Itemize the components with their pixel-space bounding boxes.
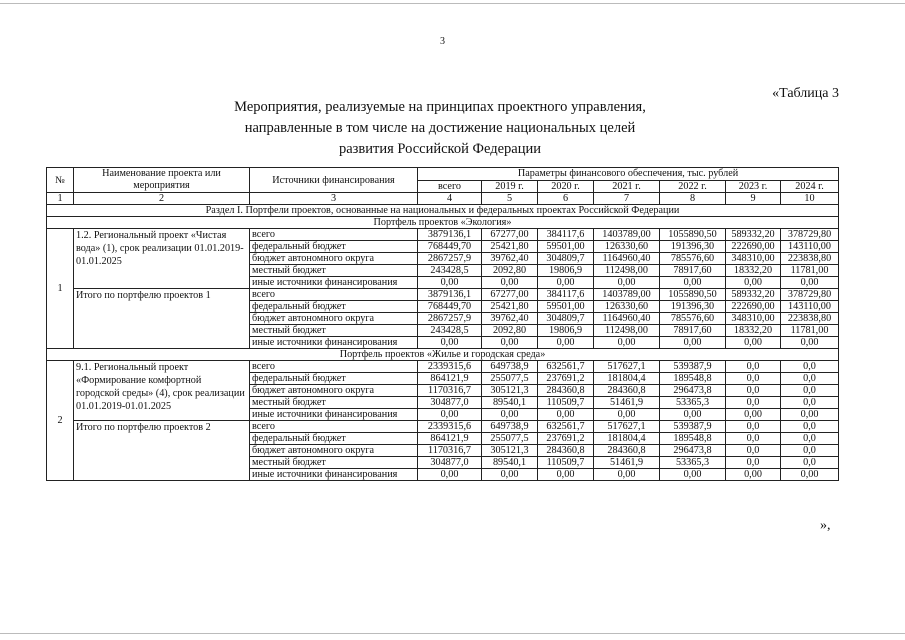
amount-cell: 768449,70 [418, 301, 482, 313]
amount-cell: 0,0 [781, 361, 839, 373]
amount-cell: 59501,00 [538, 301, 594, 313]
funding-source: бюджет автономного округа [250, 445, 418, 457]
amount-cell: 0,0 [726, 433, 781, 445]
amount-cell: 378729,80 [781, 229, 839, 241]
amount-cell: 255077,5 [482, 433, 538, 445]
section-row [47, 205, 839, 217]
row-index: 2 [47, 361, 74, 481]
funding-source: федеральный бюджет [250, 241, 418, 253]
amount-cell: 11781,00 [781, 325, 839, 337]
amount-cell: 0,00 [538, 469, 594, 481]
row-index: 1 [47, 229, 74, 349]
header-year: 2020 г. [538, 180, 594, 193]
column-number: 6 [538, 193, 594, 205]
amount-cell: 53365,3 [660, 397, 726, 409]
amount-cell: 305121,3 [482, 385, 538, 397]
amount-cell: 51461,9 [594, 457, 660, 469]
column-number: 2 [74, 193, 250, 205]
amount-cell: 2339315,6 [418, 421, 482, 433]
section-title: Раздел I. Портфели проектов, основанные на национальных и федеральных проектах Российской Федерации [47, 205, 839, 217]
column-number: 3 [250, 193, 418, 205]
amount-cell: 0,00 [726, 337, 781, 349]
table-row [47, 361, 839, 373]
scan-top-edge [0, 3, 905, 4]
amount-cell: 768449,70 [418, 241, 482, 253]
header-name: Наименование проекта или мероприятия [74, 168, 250, 193]
header-year: 2022 г. [660, 180, 726, 193]
column-number: 7 [594, 193, 660, 205]
amount-cell: 2092,80 [482, 325, 538, 337]
amount-cell: 0,00 [538, 409, 594, 421]
amount-cell: 0,0 [781, 385, 839, 397]
column-number: 1 [47, 193, 74, 205]
amount-cell: 0,00 [781, 469, 839, 481]
amount-cell: 191396,30 [660, 241, 726, 253]
amount-cell: 1170316,7 [418, 385, 482, 397]
amount-cell: 284360,8 [594, 385, 660, 397]
amount-cell: 89540,1 [482, 397, 538, 409]
amount-cell: 0,00 [418, 469, 482, 481]
funding-source: местный бюджет [250, 265, 418, 277]
amount-cell: 191396,30 [660, 301, 726, 313]
amount-cell: 305121,3 [482, 445, 538, 457]
amount-cell: 304809,7 [538, 313, 594, 325]
amount-cell: 304877,0 [418, 397, 482, 409]
amount-cell: 189548,8 [660, 433, 726, 445]
amount-cell: 539387,9 [660, 421, 726, 433]
amount-cell: 0,00 [660, 337, 726, 349]
portfolio-title: Портфель проектов «Экология» [47, 217, 839, 229]
amount-cell: 2339315,6 [418, 361, 482, 373]
amount-cell: 181804,4 [594, 373, 660, 385]
scan-bottom-edge [0, 633, 905, 634]
amount-cell: 589332,20 [726, 289, 781, 301]
amount-cell: 0,00 [594, 337, 660, 349]
table-row [47, 229, 839, 241]
funding-source: федеральный бюджет [250, 373, 418, 385]
project-name: 1.2. Региональный проект «Чистая вода» (1), срок реализации 01.01.2019-01.01.2025 [74, 229, 250, 289]
amount-cell: 0,0 [726, 385, 781, 397]
funding-source: бюджет автономного округа [250, 313, 418, 325]
amount-cell: 517627,1 [594, 421, 660, 433]
amount-cell: 0,00 [781, 277, 839, 289]
table-row [47, 421, 839, 433]
portfolio-row [47, 349, 839, 361]
funding-source: федеральный бюджет [250, 433, 418, 445]
project-name: Итого по портфелю проектов 2 [74, 421, 250, 481]
amount-cell: 237691,2 [538, 433, 594, 445]
amount-cell: 0,00 [418, 277, 482, 289]
amount-cell: 589332,20 [726, 229, 781, 241]
amount-cell: 378729,80 [781, 289, 839, 301]
amount-cell: 223838,80 [781, 313, 839, 325]
amount-cell: 632561,7 [538, 361, 594, 373]
amount-cell: 39762,40 [482, 253, 538, 265]
amount-cell: 0,0 [781, 373, 839, 385]
amount-cell: 0,00 [726, 469, 781, 481]
amount-cell: 53365,3 [660, 457, 726, 469]
amount-cell: 78917,60 [660, 325, 726, 337]
funding-source: бюджет автономного округа [250, 385, 418, 397]
amount-cell: 110509,7 [538, 397, 594, 409]
amount-cell: 143110,00 [781, 301, 839, 313]
amount-cell: 222690,00 [726, 241, 781, 253]
column-number: 4 [418, 193, 482, 205]
amount-cell: 18332,20 [726, 265, 781, 277]
amount-cell: 384117,6 [538, 229, 594, 241]
funding-source: всего [250, 229, 418, 241]
amount-cell: 0,0 [781, 457, 839, 469]
funding-source: всего [250, 289, 418, 301]
funding-source: федеральный бюджет [250, 301, 418, 313]
amount-cell: 632561,7 [538, 421, 594, 433]
amount-cell: 284360,8 [594, 445, 660, 457]
amount-cell: 348310,00 [726, 313, 781, 325]
amount-cell: 296473,8 [660, 445, 726, 457]
amount-cell: 143110,00 [781, 241, 839, 253]
amount-cell: 59501,00 [538, 241, 594, 253]
amount-cell: 0,00 [660, 277, 726, 289]
amount-cell: 0,00 [538, 277, 594, 289]
amount-cell: 1164960,40 [594, 313, 660, 325]
financing-table [46, 167, 839, 481]
amount-cell: 110509,7 [538, 457, 594, 469]
amount-cell: 0,00 [594, 277, 660, 289]
amount-cell: 126330,60 [594, 241, 660, 253]
header-year: 2019 г. [482, 180, 538, 193]
funding-source: иные источники финансирования [250, 277, 418, 289]
column-number: 8 [660, 193, 726, 205]
document-title [180, 97, 700, 160]
header-year: всего [418, 180, 482, 193]
amount-cell: 649738,9 [482, 361, 538, 373]
page-number: 3 [440, 36, 445, 47]
amount-cell: 304809,7 [538, 253, 594, 265]
amount-cell: 0,00 [482, 409, 538, 421]
amount-cell: 1055890,50 [660, 229, 726, 241]
amount-cell: 25421,80 [482, 241, 538, 253]
amount-cell: 112498,00 [594, 325, 660, 337]
amount-cell: 19806,9 [538, 325, 594, 337]
closing-quote: », [820, 518, 831, 533]
funding-source: местный бюджет [250, 325, 418, 337]
column-number: 10 [781, 193, 839, 205]
amount-cell: 0,00 [660, 409, 726, 421]
header-no: № [47, 168, 74, 193]
amount-cell: 785576,60 [660, 313, 726, 325]
amount-cell: 1164960,40 [594, 253, 660, 265]
amount-cell: 181804,4 [594, 433, 660, 445]
amount-cell: 348310,00 [726, 253, 781, 265]
amount-cell: 0,0 [726, 397, 781, 409]
amount-cell: 1403789,00 [594, 289, 660, 301]
funding-source: иные источники финансирования [250, 469, 418, 481]
portfolio-title: Портфель проектов «Жилье и городская среда» [47, 349, 839, 361]
header-sources: Источники финансирования [250, 168, 418, 193]
amount-cell: 785576,60 [660, 253, 726, 265]
amount-cell: 243428,5 [418, 325, 482, 337]
amount-cell: 864121,9 [418, 433, 482, 445]
amount-cell: 0,0 [726, 457, 781, 469]
funding-source: всего [250, 421, 418, 433]
funding-source: бюджет автономного округа [250, 253, 418, 265]
amount-cell: 0,0 [781, 433, 839, 445]
amount-cell: 223838,80 [781, 253, 839, 265]
column-number: 5 [482, 193, 538, 205]
header-year: 2024 г. [781, 180, 839, 193]
table-caption: «Таблица 3 [772, 86, 839, 101]
funding-source: иные источники финансирования [250, 337, 418, 349]
amount-cell: 0,00 [482, 469, 538, 481]
amount-cell: 539387,9 [660, 361, 726, 373]
amount-cell: 517627,1 [594, 361, 660, 373]
amount-cell: 0,0 [781, 397, 839, 409]
amount-cell: 237691,2 [538, 373, 594, 385]
funding-source: местный бюджет [250, 397, 418, 409]
amount-cell: 51461,9 [594, 397, 660, 409]
amount-cell: 2867257,9 [418, 313, 482, 325]
amount-cell: 126330,60 [594, 301, 660, 313]
amount-cell: 0,00 [482, 337, 538, 349]
amount-cell: 284360,8 [538, 445, 594, 457]
amount-cell: 649738,9 [482, 421, 538, 433]
amount-cell: 25421,80 [482, 301, 538, 313]
amount-cell: 3879136,1 [418, 289, 482, 301]
amount-cell: 222690,00 [726, 301, 781, 313]
amount-cell: 0,0 [726, 421, 781, 433]
column-number: 9 [726, 193, 781, 205]
amount-cell: 0,0 [781, 421, 839, 433]
project-name: Итого по портфелю проектов 1 [74, 289, 250, 349]
amount-cell: 67277,00 [482, 229, 538, 241]
amount-cell: 0,00 [418, 337, 482, 349]
amount-cell: 0,00 [781, 337, 839, 349]
amount-cell: 0,0 [781, 445, 839, 457]
amount-cell: 0,00 [594, 469, 660, 481]
header-params: Параметры финансового обеспечения, тыс. рублей [418, 168, 839, 181]
amount-cell: 189548,8 [660, 373, 726, 385]
amount-cell: 19806,9 [538, 265, 594, 277]
amount-cell: 0,0 [726, 373, 781, 385]
title-line: направленные в том числе на достижение национальных целей [244, 120, 636, 136]
amount-cell: 2867257,9 [418, 253, 482, 265]
funding-source: всего [250, 361, 418, 373]
table-row [47, 289, 839, 301]
amount-cell: 39762,40 [482, 313, 538, 325]
amount-cell: 3879136,1 [418, 229, 482, 241]
portfolio-row [47, 217, 839, 229]
header-year: 2021 г. [594, 180, 660, 193]
amount-cell: 304877,0 [418, 457, 482, 469]
header-year: 2023 г. [726, 180, 781, 193]
amount-cell: 78917,60 [660, 265, 726, 277]
amount-cell: 2092,80 [482, 265, 538, 277]
amount-cell: 112498,00 [594, 265, 660, 277]
amount-cell: 0,0 [726, 445, 781, 457]
amount-cell: 243428,5 [418, 265, 482, 277]
amount-cell: 89540,1 [482, 457, 538, 469]
amount-cell: 0,00 [538, 337, 594, 349]
amount-cell: 0,00 [418, 409, 482, 421]
title-line: Мероприятия, реализуемые на принципах проектного управления, [234, 99, 646, 115]
amount-cell: 296473,8 [660, 385, 726, 397]
amount-cell: 1403789,00 [594, 229, 660, 241]
amount-cell: 0,00 [781, 409, 839, 421]
amount-cell: 384117,6 [538, 289, 594, 301]
title-line: развития Российской Федерации [339, 141, 541, 157]
amount-cell: 18332,20 [726, 325, 781, 337]
funding-source: местный бюджет [250, 457, 418, 469]
amount-cell: 284360,8 [538, 385, 594, 397]
amount-cell: 0,00 [726, 277, 781, 289]
amount-cell: 0,00 [660, 469, 726, 481]
amount-cell: 255077,5 [482, 373, 538, 385]
amount-cell: 1055890,50 [660, 289, 726, 301]
amount-cell: 1170316,7 [418, 445, 482, 457]
amount-cell: 864121,9 [418, 373, 482, 385]
amount-cell: 11781,00 [781, 265, 839, 277]
amount-cell: 67277,00 [482, 289, 538, 301]
amount-cell: 0,00 [594, 409, 660, 421]
funding-source: иные источники финансирования [250, 409, 418, 421]
amount-cell: 0,0 [726, 361, 781, 373]
project-name: 9.1. Региональный проект «Формирование комфортной городской среды» (4), срок реализации 01.01.2019-01.01.2025 [74, 361, 250, 421]
amount-cell: 0,00 [482, 277, 538, 289]
amount-cell: 0,00 [726, 409, 781, 421]
